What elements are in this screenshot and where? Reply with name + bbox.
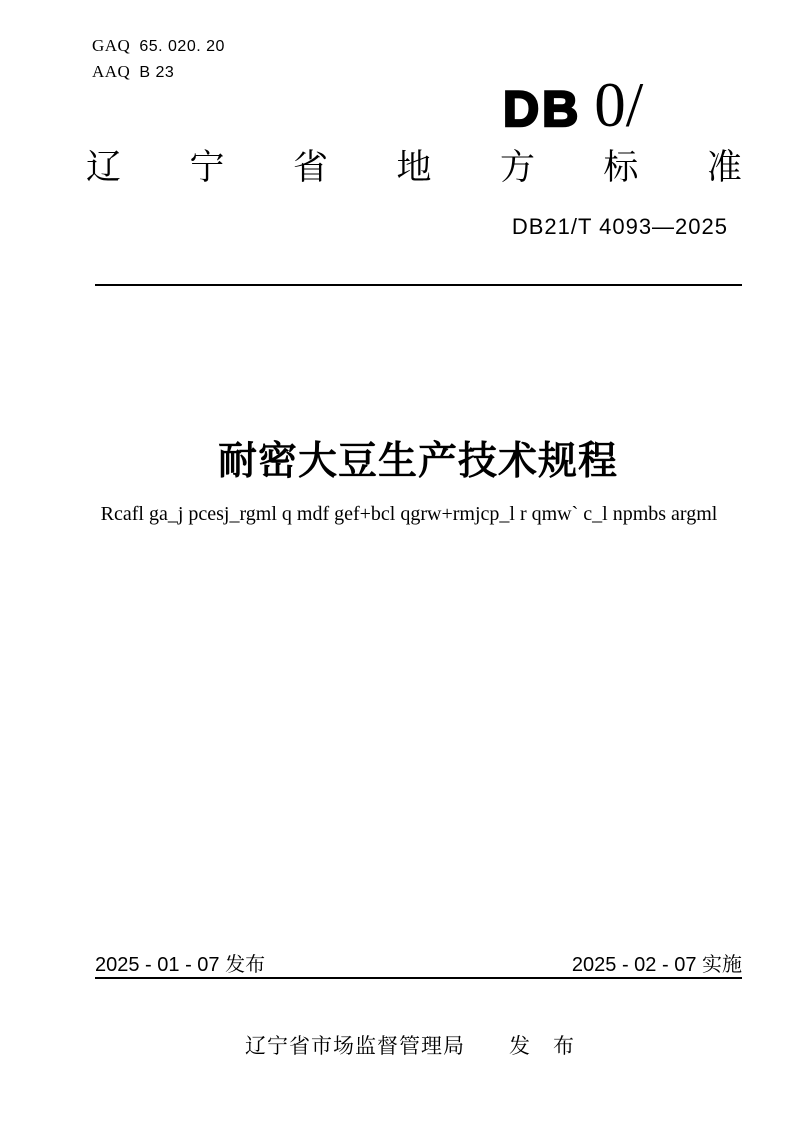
- standard-name-char: 准: [706, 148, 742, 187]
- dates-row: [95, 948, 742, 977]
- db-logo-letters: DB: [503, 81, 582, 137]
- standard-name-char: 方: [499, 148, 535, 187]
- document-subtitle-english: Rcafl ga_j pcesj_rgml q mdf gef+bcl qgrw+rmjcp_l r qmw` c_l npmbs argml: [100, 503, 718, 525]
- footer-divider-line: [95, 977, 742, 979]
- standard-name-row: [86, 149, 742, 188]
- ics-code-line: [92, 33, 225, 59]
- ccs-code-prefix: AAQ: [92, 62, 131, 81]
- header-divider-line: [95, 284, 742, 286]
- db-standard-logo: [503, 68, 643, 144]
- standard-name-char: 省: [292, 148, 328, 187]
- standard-number: DB21/T 4093—2025: [511, 214, 728, 239]
- standard-name-char: 标: [603, 148, 639, 187]
- ics-code-value: 65. 020. 20: [139, 38, 225, 55]
- db-logo-suffix: 0/: [594, 70, 644, 140]
- ccs-code-line: [92, 59, 225, 85]
- implementation-date: 2025 - 02 - 07 实施: [571, 954, 742, 976]
- standard-name-char: 辽: [86, 148, 122, 187]
- document-title: 耐密大豆生产技术规程: [217, 440, 618, 483]
- standard-name-char: 宁: [189, 148, 225, 187]
- classification-codes: [92, 33, 225, 85]
- ccs-code-value: B 23: [139, 64, 175, 81]
- ics-code-prefix: GAQ: [92, 36, 131, 55]
- publisher-line: 辽宁省市场监督管理局 发 布: [245, 1035, 575, 1058]
- issue-date: 2025 - 01 - 07 发布: [95, 954, 266, 976]
- standard-name-char: 地: [396, 148, 432, 187]
